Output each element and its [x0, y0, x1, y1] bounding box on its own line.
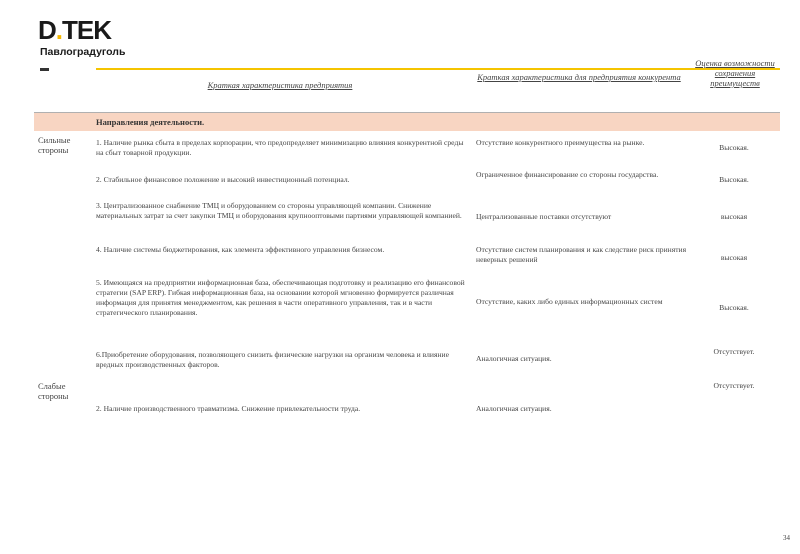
- category-weak: Слабые стороны: [38, 381, 69, 401]
- row-1-rating: Высокая.: [719, 143, 749, 152]
- row-2-competitor: Ограниченное финансирование со стороны государства.: [476, 170, 659, 179]
- header-marker: [40, 68, 49, 71]
- row-8-description: 2. Наличие производственного травматизма. Снижение привлекательности труда.: [96, 404, 361, 413]
- header-accent-line: [96, 68, 780, 70]
- row-3-rating: высокая: [720, 212, 748, 221]
- row-4-description: 4. Наличие системы бюджетирования, как элемента эффективного управления бизнесом.: [96, 245, 385, 254]
- row-7-rating: Отсутствует.: [713, 381, 755, 390]
- section-title: Направления деятельности.: [96, 117, 205, 127]
- row-1-description: 1. Наличие рынка сбыта в пределах корпорации, что предопределяет минимизацию влияния конкурентной среды на сбыт товарной продукции.: [96, 138, 464, 157]
- row-6-rating: Отсутствует.: [713, 347, 755, 356]
- column-header-rating: Оценка возможности сохранения преимуществ: [695, 58, 775, 88]
- row-5-competitor: Отсутствие, каких либо единых информационных систем: [476, 297, 663, 306]
- row-3-description: 3. Централизованное снабжение ТМЦ и оборудованием со стороны управляющей компании. Снижение материальных затрат за счет закупки ТМЦ и оборудования крупнооптовыми партиями управляющей компанией.: [96, 201, 462, 220]
- row-3-competitor: Централизованные поставки отсутствуют: [476, 212, 612, 221]
- row-2-description: 2. Стабильное финансовое положение и высокий инвестиционный потенциал.: [96, 175, 350, 184]
- row-6-description: 6.Приобретение оборудования, позволяющего снизить физические нагрузки на организм человека и влияние вредных производственных факторов.: [96, 350, 449, 369]
- page-number: 34: [783, 534, 790, 542]
- row-2-rating: Высокая.: [719, 175, 749, 184]
- row-4-rating: высокая: [720, 253, 748, 262]
- row-6-competitor: Аналогичная ситуация.: [476, 354, 552, 363]
- row-1-competitor: Отсутствие конкурентного преимущества на рынке.: [476, 138, 645, 147]
- row-5-rating: Высокая.: [719, 303, 749, 312]
- category-strong: Сильные стороны: [38, 135, 71, 155]
- row-5-description: 5. Имеющаяся на предприятии информационная база, обеспечивающая подготовку и реализацию его финансовой стратегии (SAP ERP). Гибкая информационная база, на основании которой мгновенно формируется различная информация для принятия менеджментом, как решения в части оперативного управления, так и в части стратегического планирования.: [96, 278, 465, 317]
- row-8-competitor: Аналогичная ситуация.: [476, 404, 552, 413]
- column-header-company: Краткая характеристика предприятия: [207, 80, 353, 90]
- logo-wordmark: D.TEK: [38, 15, 112, 45]
- row-4-competitor: Отсутствие систем планирования и как следствие риск принятия неверных решений: [476, 245, 687, 264]
- logo-subtitle: Павлоградуголь: [40, 46, 126, 58]
- column-header-competitor: Краткая характеристика для предприятия конкурента: [477, 72, 681, 82]
